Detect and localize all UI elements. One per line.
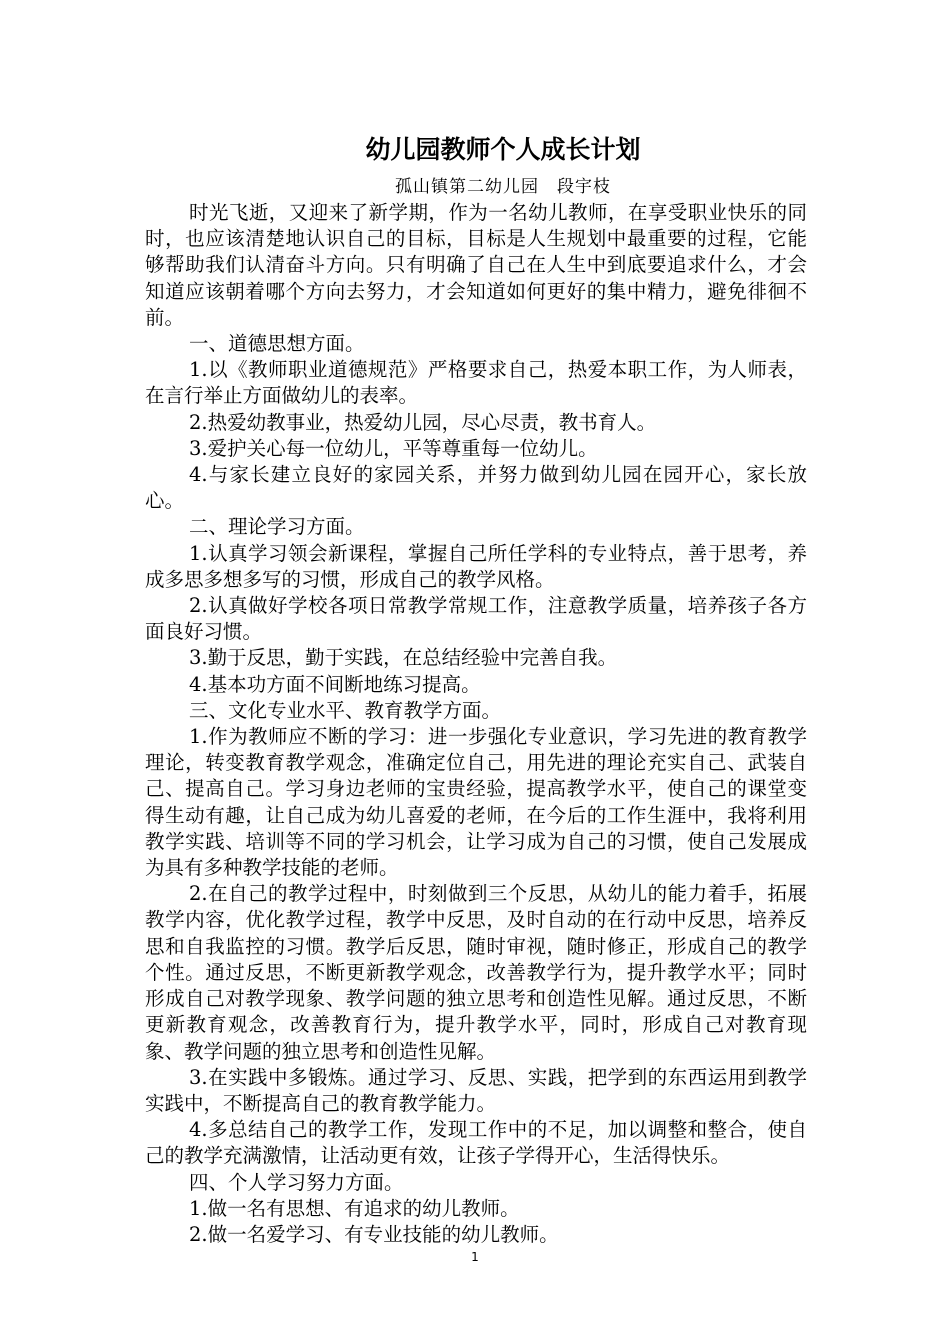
section-heading-4: 四、个人学习努力方面。	[189, 1170, 404, 1194]
list-item: 1.以《教师职业道德规范》严格要求自己，热爱本职工作，为人师表，在言行举止方面做幼儿的表率。	[145, 358, 807, 408]
list-item: 2.认真做好学校各项日常教学常规工作，注意教学质量，培养孩子各方面良好习惯。	[145, 594, 807, 644]
list-item: 1.认真学习领会新课程，掌握自己所任学科的专业特点，善于思考，养成多思多想多写的习惯，形成自己的教学风格。	[145, 541, 807, 591]
section-heading-1: 一、道德思想方面。	[189, 332, 365, 356]
list-item: 3.勤于反思，勤于实践，在总结经验中完善自我。	[189, 646, 618, 670]
list-item: 2.热爱幼教事业，热爱幼儿园，尽心尽责，教书育人。	[189, 410, 657, 434]
list-item: 2.做一名爱学习、有专业技能的幼儿教师。	[189, 1222, 559, 1246]
section-heading-3: 三、文化专业水平、教育教学方面。	[189, 698, 502, 722]
author-line: 孤山镇第二幼儿园 段宇枝	[395, 177, 611, 197]
list-item: 1.做一名有思想、有追求的幼儿教师。	[189, 1196, 520, 1220]
section-heading-2: 二、理论学习方面。	[189, 515, 365, 539]
list-item: 4.基本功方面不间断地练习提高。	[189, 672, 481, 696]
list-item: 4.多总结自己的教学工作，发现工作中的不足，加以调整和整合，使自己的教学充满激情，让活动更有效，让孩子学得开心，生活得快乐。	[145, 1118, 807, 1168]
document-title: 幼儿园教师个人成长计划	[365, 135, 641, 164]
list-item: 1.作为教师应不断的学习：进一步强化专业意识，学习先进的教育教学理论，转变教育教学观念，准确定位自己，用先进的理论充实自己、武装自己、提高自己。学习身边老师的宝贵经验，提高教学水平，使自己的课堂变得生动有趣，让自己成为幼儿喜爱的老师，在今后的工作生涯中，我将利用教学实践、培训等不同的学习机会，让学习成为自己的习惯，使自己发展成为具有多种教学技能的老师。	[145, 725, 807, 880]
page-number: 1	[471, 1250, 479, 1264]
list-item: 3.在实践中多锻炼。通过学习、反思、实践，把学到的东西运用到教学实践中，不断提高自己的教育教学能力。	[145, 1065, 807, 1115]
document-body	[145, 200, 807, 1248]
paragraph-intro: 时光飞逝，又迎来了新学期，作为一名幼儿教师，在享受职业快乐的同时，也应该清楚地认识自己的目标，目标是人生规划中最重要的过程，它能够帮助我们认清奋斗方向。只有明确了自己在人生中到底要追求什么，才会知道应该朝着哪个方向去努力，才会知道如何更好的集中精力，避免徘徊不前。	[145, 201, 807, 329]
list-item: 4.与家长建立良好的家园关系，并努力做到幼儿园在园开心，家长放心。	[145, 463, 807, 513]
list-item: 3.爱护关心每一位幼儿，平等尊重每一位幼儿。	[189, 436, 598, 460]
list-item: 2.在自己的教学过程中，时刻做到三个反思，从幼儿的能力着手，拓展教学内容，优化教学过程，教学中反思，及时自动的在行动中反思，培养反思和自我监控的习惯。教学后反思，随时审视，随时修正，形成自己的教学个性。通过反思，不断更新教学观念，改善教学行为，提升教学水平；同时形成自己对教学现象、教学问题的独立思考和创造性见解。通过反思，不断更新教育观念，改善教育行为，提升教学水平，同时，形成自己对教育现象、教学问题的独立思考和创造性见解。	[145, 882, 807, 1063]
